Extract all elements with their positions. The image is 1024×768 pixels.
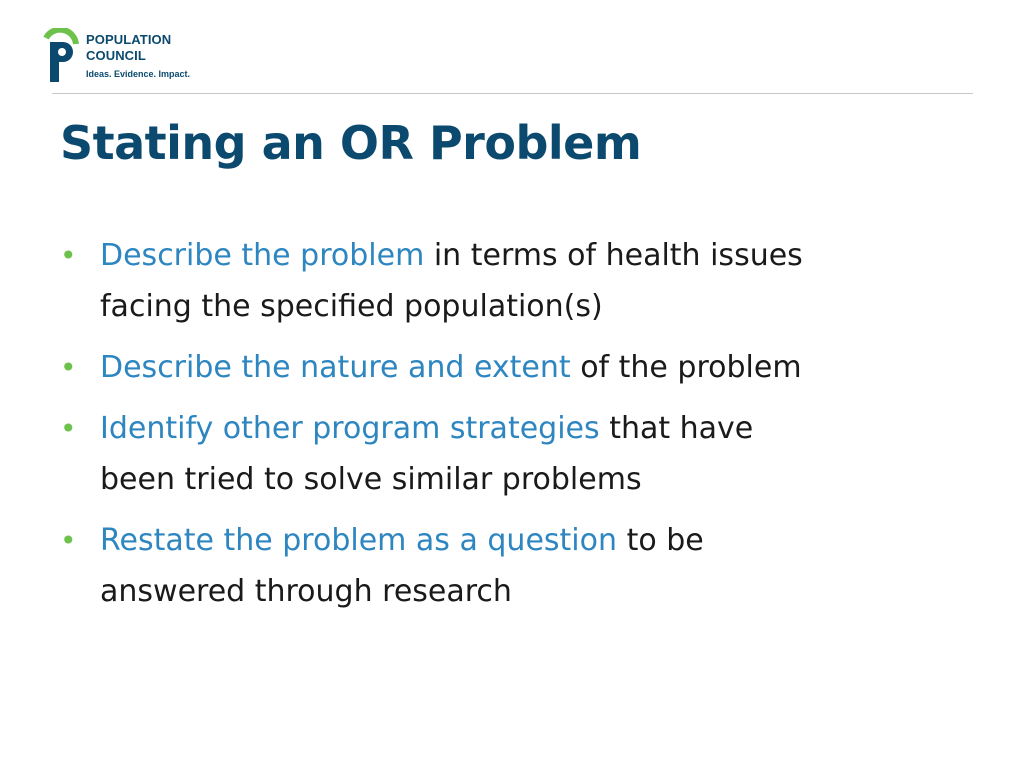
- header-divider: [52, 93, 973, 94]
- bullet-list: [58, 230, 958, 627]
- logo-wordmark: [86, 32, 190, 80]
- bullet-text-continued: facing the specified population(s): [100, 289, 603, 324]
- bullet-marker-icon: •: [60, 239, 77, 272]
- bullet-highlight: Restate the problem as a question: [100, 523, 618, 558]
- bullet-item: [58, 230, 958, 332]
- logo-name-line2: COUNCIL: [86, 48, 146, 63]
- bullet-text: that have: [609, 411, 754, 446]
- logo-tagline: Ideas. Evidence. Impact.: [86, 69, 191, 79]
- bullet-text: in terms of health issues: [433, 238, 803, 273]
- bullet-item: [58, 515, 958, 617]
- bullet-item: [58, 403, 958, 505]
- bullet-marker-icon: •: [60, 412, 77, 445]
- bullet-marker-icon: •: [60, 351, 77, 384]
- bullet-item: [58, 342, 958, 393]
- population-council-logo-mark-icon: [40, 28, 80, 84]
- bullet-highlight: Identify other program strategies: [100, 411, 600, 446]
- logo-name-line1: POPULATION: [86, 32, 172, 47]
- bullet-highlight: Describe the problem: [100, 238, 425, 273]
- bullet-text: of the problem: [580, 350, 802, 385]
- bullet-highlight: Describe the nature and extent: [100, 350, 571, 385]
- bullet-text-continued: answered through research: [100, 574, 512, 609]
- bullet-text-continued: been tried to solve similar problems: [100, 462, 642, 497]
- bullet-marker-icon: •: [60, 524, 77, 557]
- population-council-logo: [40, 28, 200, 88]
- bullet-text: to be: [626, 523, 704, 558]
- slide-title: Stating an OR Problem: [60, 116, 642, 170]
